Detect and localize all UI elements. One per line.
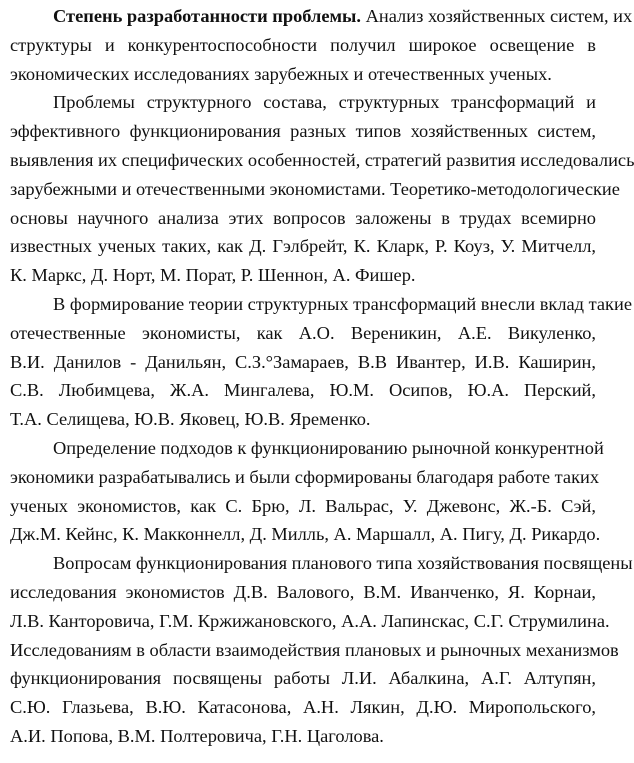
text-line: отечественные экономисты, как А.О. Вереникин, А.Е. Викуленко,	[10, 322, 596, 343]
text-line: В.И. Данилов - Данильян, С.З.°Замараев, В.В Ивантер, И.В. Каширин,	[10, 351, 596, 372]
text-line: Проблемы структурного состава, структурных трансформаций и	[53, 92, 596, 113]
text-line: основы научного анализа этих вопросов заложены в трудах всемирно	[10, 207, 596, 228]
paragraph-market-economy	[10, 434, 604, 549]
paragraph-structural-transformations	[10, 290, 632, 434]
paragraph-structural-problems	[10, 88, 634, 290]
text-line: С.Ю. Глазьева, В.Ю. Катасонова, А.Н. Лякин, Д.Ю. Миропольского,	[10, 697, 596, 718]
text-line: известных ученых таких, как Д. Гэлбрейт, К. Кларк, Р. Коуз, У. Митчелл,	[10, 236, 596, 257]
text-line: К. Маркс, Д. Норт, М. Порат, Р. Шеннон, А. Фишер.	[10, 265, 416, 286]
text-line: функционирования посвящены работы Л.И. Абалкина, А.Г. Алтупян,	[10, 668, 596, 689]
text-line: экономики разрабатывались и были сформированы благодаря работе таких	[10, 466, 600, 487]
text-line: зарубежными и отечественными экономистами. Теоретико-методологические	[10, 178, 620, 199]
text-line: А.И. Попова, В.М. Полтеровича, Г.Н. Цаголова.	[10, 725, 384, 746]
text-line: исследования экономистов Д.В. Валового, В.М. Иванченко, Я. Корнаи,	[10, 581, 596, 602]
paragraph-planned-economy	[10, 549, 633, 751]
document-page	[10, 2, 634, 751]
text-line: экономических исследованиях зарубежных и отечественных ученых.	[10, 63, 552, 84]
text-line: выявления их специфических особенностей, стратегий развития исследовались	[10, 149, 634, 170]
text-line: Исследованиям в области взаимодействия плановых и рыночных механизмов	[10, 639, 619, 660]
text-line: Определение подходов к функционированию рыночной конкурентной	[53, 437, 604, 458]
text-line: С.В. Любимцева, Ж.А. Мингалева, Ю.М. Осипов, Ю.А. Перский,	[10, 380, 596, 401]
text-line: структуры и конкурентоспособности получил широкое освещение в	[10, 34, 596, 55]
text-line: Л.В. Канторовича, Г.М. Кржижановского, А.А. Лапинскас, С.Г. Струмилина.	[10, 610, 610, 631]
text-line: Дж.М. Кейнс, К. Макконнелл, Д. Милль, А. Маршалл, А. Пигу, Д. Рикардо.	[10, 524, 601, 545]
paragraph-problem-development	[10, 2, 633, 88]
text-line: ученых экономистов, как С. Брю, Л. Вальрас, У. Джевонс, Ж.-Б. Сэй,	[10, 495, 596, 516]
text-line: Вопросам функционирования планового типа хозяйствования посвящены	[53, 553, 633, 574]
paragraph-lead-heading: Степень разработанности проблемы.	[53, 6, 362, 26]
text-line: В формирование теории структурных трансформаций внесли вклад такие	[53, 293, 632, 314]
text-line	[10, 2, 633, 31]
text-line: эффективного функционирования разных типов хозяйственных систем,	[10, 121, 596, 142]
text-line: Т.А. Селищева, Ю.В. Яковец, Ю.В. Яременко.	[10, 409, 371, 430]
text-line-content: Анализ хозяйственных систем, их	[361, 6, 633, 26]
